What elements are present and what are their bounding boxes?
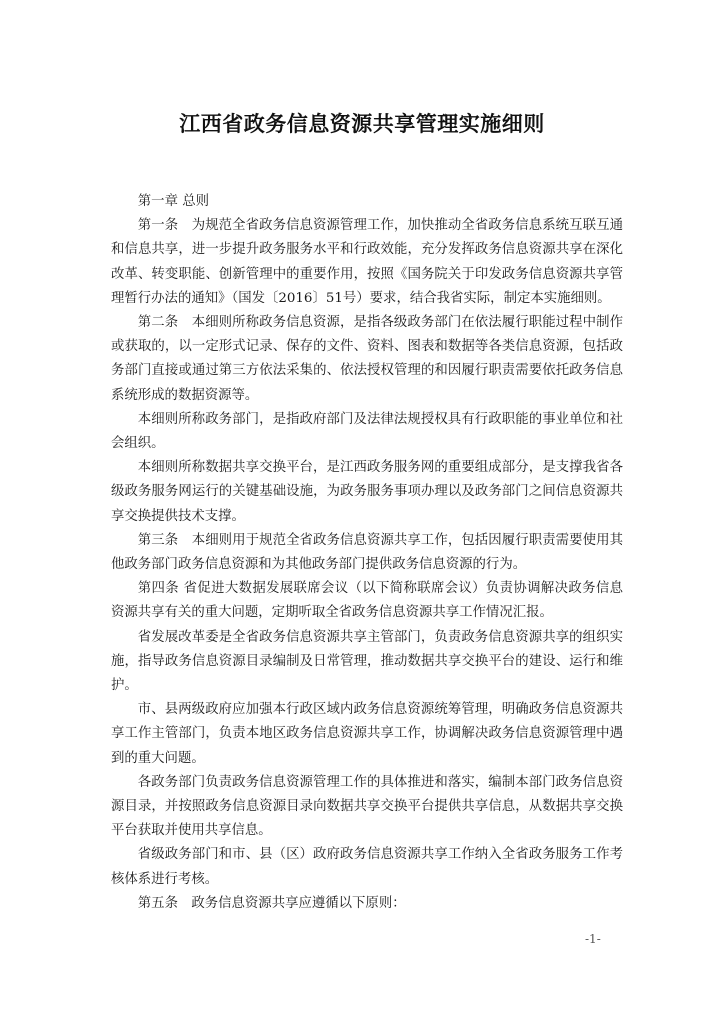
paragraph-city-county: 市、县两级政府应加强本行政区域内政务信息资源统筹管理，明确政务信息资源共享工作主管部门，负责本地区政务信息资源共享工作，协调解决政务信息资源管理中遇到的重大问题。 xyxy=(111,702,623,766)
paragraph-departments-duty: 各政务部门负责政务信息资源管理工作的具体推进和落实，编制本部门政务信息资源目录，并按照政务信息资源目录向数据共享交换平台提供共享信息，从数据共享交换平台获取并使用共享信息。 xyxy=(111,774,623,839)
chapter-heading: 第一章 总则 xyxy=(137,194,210,209)
paragraph-assessment: 省级政务部门和市、县（区）政府政务信息资源共享工作纳入全省政务服务工作考核体系进行考核。 xyxy=(111,847,623,887)
document-body xyxy=(111,190,623,916)
paragraph-article-1: 第一条 为规范全省政务信息资源管理工作，加快推动全省政务信息系统互联互通和信息共享，进一步提升政务服务水平和行政效能，充分发挥政务信息资源共享在深化改革、转变职能、创新管理中的重要作用，按照《国务院关于印发政务信息资源共享管理暂行办法的通知》（国发〔2016〕51号）要求，结合我省实际，制定本实施细则。 xyxy=(111,218,623,306)
paragraph-article-2: 第二条 本细则所称政务信息资源，是指各级政务部门在依法履行职能过程中制作或获取的，以一定形式记录、保存的文件、资料、图表和数据等各类信息资源，包括政务部门直接或通过第三方依法采集的、依法授权管理的和因履行职责需要依托政务信息系统形成的数据资源等。 xyxy=(111,315,623,403)
paragraph-article-5: 第五条 政务信息资源共享应遵循以下原则： xyxy=(137,895,406,911)
paragraph-article-4: 第四条 省促进大数据发展联席会议（以下简称联席会议）负责协调解决政务信息资源共享有关的重大问题，定期听取全省政务信息资源共享工作情况汇报。 xyxy=(111,581,623,621)
document-title: 江西省政务信息资源共享管理实施细则 xyxy=(179,111,545,136)
paragraph-article-3: 第三条 本细则用于规范全省政务信息资源共享工作，包括因履行职责需要使用其他政务部门政务信息资源和为其他政务部门提供政务信息资源的行为。 xyxy=(111,532,623,573)
paragraph-ndrc-role: 省发展改革委是全省政务信息资源共享主管部门，负责政务信息资源共享的组织实施，指导政务信息资源目录编制及日常管理，推动数据共享交换平台的建设、运行和维护。 xyxy=(111,629,623,694)
paragraph-gov-departments: 本细则所称政务部门，是指政府部门及法律法规授权具有行政职能的事业单位和社会组织。 xyxy=(111,411,623,452)
page-number: -1- xyxy=(585,932,601,946)
paragraph-exchange-platform: 本细则所称数据共享交换平台，是江西政务服务网的重要组成部分，是支撑我省各级政务服务网运行的关键基础设施，为政务服务事项办理以及政务部门之间信息资源共享交换提供技术支撑。 xyxy=(111,460,623,524)
